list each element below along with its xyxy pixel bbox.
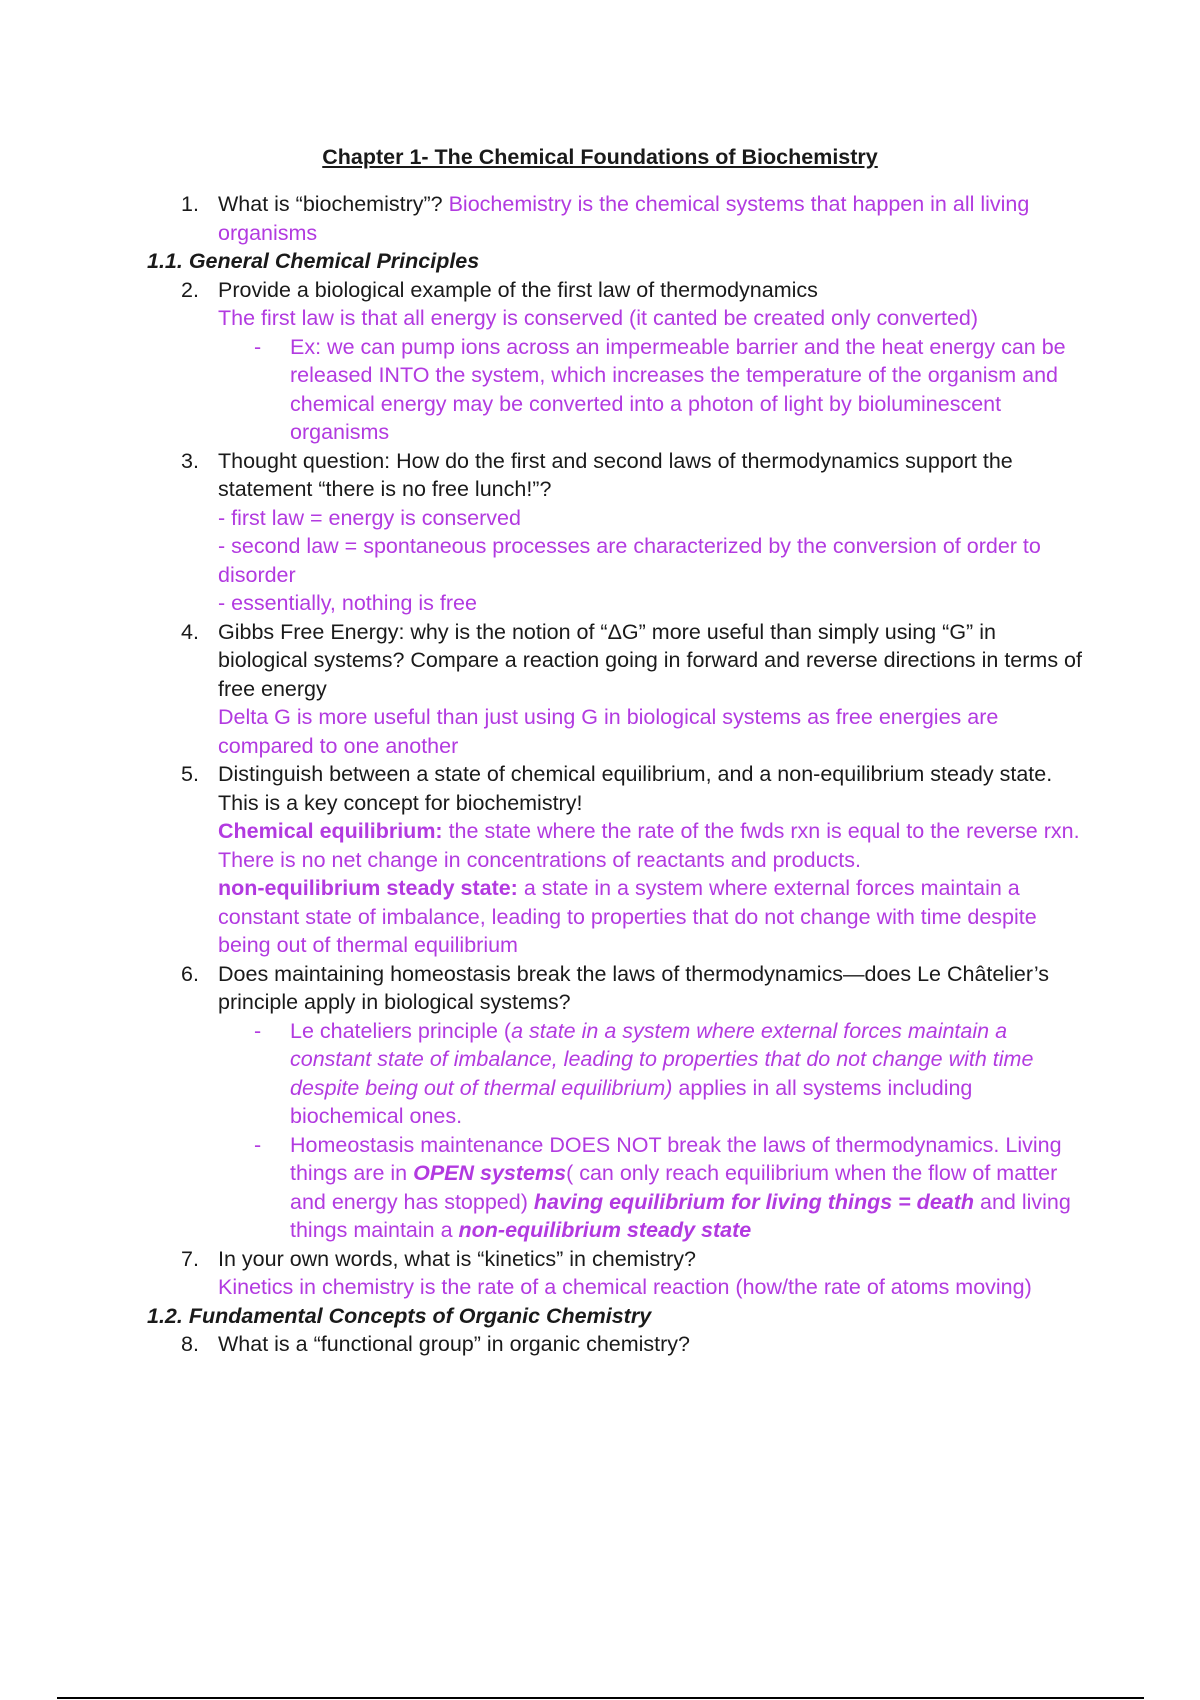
term-definition: the state where the rate of the fwds rxn is equal to the reverse rxn. There is no net change in concentrations of reactants and products. xyxy=(218,819,1080,872)
answer-bullet xyxy=(0,1131,1200,1245)
question-number: 8. xyxy=(181,1332,199,1356)
answer-line: - second law = spontaneous processes are characterized by the conversion of order to disorder xyxy=(218,534,1041,587)
question-text: What is “biochemistry”? xyxy=(218,192,449,216)
question-number: 1. xyxy=(181,192,199,216)
question-number: 6. xyxy=(181,961,199,986)
question-number: 2. xyxy=(181,277,199,302)
question-text: In your own words, what is “kinetics” in chemistry? xyxy=(218,1246,696,1271)
question-text: Gibbs Free Energy: why is the notion of “ΔG” more useful than simply using “G” in biological systems? Compare a reaction going in forward and reverse directions in terms of free energy xyxy=(218,619,1082,701)
answer-bullet xyxy=(0,333,1200,447)
question-3 xyxy=(0,447,1200,618)
question-2 xyxy=(0,276,1200,333)
question-text: Does maintaining homeostasis break the laws of thermodynamics—does Le Châtelier’s principle apply in biological systems? xyxy=(218,961,1049,1014)
question-text: Thought question: How do the first and second laws of thermodynamics support the statement “there is no free lunch!”? xyxy=(218,448,1013,501)
question-text: What is a “functional group” in organic chemistry? xyxy=(218,1332,691,1356)
question-number: 7. xyxy=(181,1246,199,1271)
term-definition: a state in a system where external forces maintain a constant state of imbalance, leading to properties that do not change with time despite being out of thermal equilibrium xyxy=(218,876,1037,957)
bullet-dash: - xyxy=(254,1018,262,1043)
document-body xyxy=(0,190,1200,1359)
question-6 xyxy=(0,960,1200,1017)
question-8 xyxy=(0,1330,1200,1359)
question-1 xyxy=(0,190,1200,247)
answer-line: - essentially, nothing is free xyxy=(218,591,477,615)
question-4 xyxy=(0,618,1200,761)
question-5 xyxy=(0,760,1200,960)
answer-text: The first law is that all energy is conserved (it canted be created only converted) xyxy=(218,306,979,330)
section-heading: 1.1. General Chemical Principles xyxy=(147,249,480,273)
question-7 xyxy=(0,1245,1200,1302)
question-number: 3. xyxy=(181,448,199,473)
answer-text: Kinetics in chemistry is the rate of a chemical reaction (how/the rate of atoms moving) xyxy=(218,1275,1032,1299)
answer-bullet xyxy=(0,1017,1200,1131)
question-text: Provide a biological example of the first law of thermodynamics xyxy=(218,277,818,302)
page-divider xyxy=(57,1697,1144,1699)
answer-text: Biochemistry is the chemical systems that happen in all living organisms xyxy=(218,192,1030,245)
answer-line: - first law = energy is conserved xyxy=(218,505,521,530)
section-heading: 1.2. Fundamental Concepts of Organic Chemistry xyxy=(147,1303,652,1328)
question-number: 5. xyxy=(181,762,199,786)
term-label: Chemical equilibrium: xyxy=(218,819,443,843)
answer-paragraph xyxy=(218,817,1088,874)
answer-paragraph xyxy=(218,874,1088,960)
bullet-dash: - xyxy=(254,1132,262,1157)
page-title: Chapter 1- The Chemical Foundations of Biochemistry xyxy=(322,145,878,169)
bullet-text: Ex: we can pump ions across an impermeable barrier and the heat energy can be released INTO the system, which increases the temperature of the organism and chemical energy may be converted into a photon of light by bioluminescent organisms xyxy=(290,334,1066,444)
question-text: Distinguish between a state of chemical equilibrium, and a non-equilibrium steady state. This is a key concept for biochemistry! xyxy=(218,762,1053,815)
question-number: 4. xyxy=(181,619,199,644)
bullet-text: Le chateliers principle (a state in a system where external forces maintain a constant state of imbalance, leading to properties that do not change with time despite being out of thermal equilibrium) applies in all systems including biochemical ones. xyxy=(290,1018,1034,1128)
bullet-dash: - xyxy=(254,334,262,359)
bullet-text: Homeostasis maintenance DOES NOT break the laws of thermodynamics. Living things are in OPEN systems( can only reach equilibrium when the flow of matter and energy has stopped) having equilibrium for living things = death and living things maintain a non-equilibrium steady state xyxy=(290,1132,1071,1242)
term-label: non-equilibrium steady state: xyxy=(218,876,518,900)
answer-text: Delta G is more useful than just using G in biological systems as free energies are compared to one another xyxy=(218,705,999,758)
